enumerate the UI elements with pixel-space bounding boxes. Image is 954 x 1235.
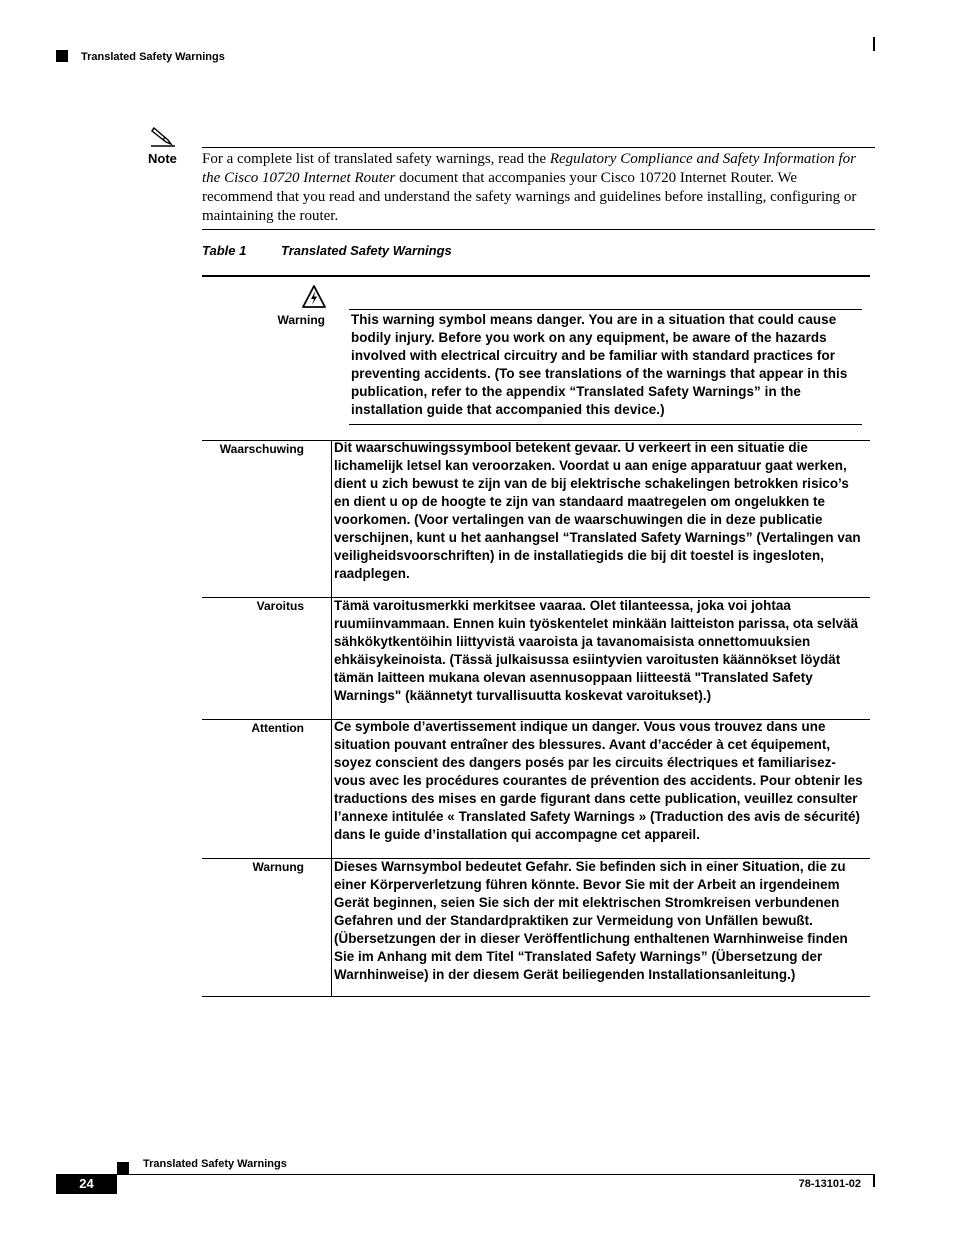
table-bottom-rule: [202, 996, 870, 997]
header-marker: [56, 50, 68, 62]
header-title: Translated Safety Warnings: [81, 51, 225, 63]
note-label: Note: [148, 151, 177, 166]
note-top-rule: [202, 147, 875, 148]
warning-label: Warning: [277, 313, 325, 327]
note-text: For a complete list of translated safety warnings, read the Regulatory Compliance and Safety Information for the Cisco 10720 Internet Router document that accompanies your Cisco 10720 Internet Router. We recommend that you read and understand the safety warnings and guidelines before installing, configuring or maintaining the router.: [202, 151, 857, 224]
table-caption-number: Table 1: [202, 243, 247, 258]
table-top-rule: [202, 275, 870, 277]
note-bottom-rule: [202, 229, 875, 230]
table-row-label: Attention: [251, 721, 304, 735]
table-row-text: Ce symbole d’avertissement indique un danger. Vous vous trouvez dans une situation pouvant entraîner des blessures. Avant d’accéder à cet équipement, soyez conscient des dangers posés par les circuits électriques et familiarisez-vous avec les procédures courantes de prévention des accidents. Pour obtenir les traductions des mises en garde figurant dans cette publication, veuillez consulter l’annexe intitulée « Translated Safety Warnings » (Traduction des avis de sécurité) dans le guide d’installation qui accompagne cet appareil.: [334, 719, 863, 842]
page-number: 24: [56, 1174, 117, 1194]
warning-bottom-rule: [349, 424, 862, 425]
table-row-text: Dieses Warnsymbol bedeutet Gefahr. Sie befinden sich in einer Situation, die zu einer Körperverletzung führen könnte. Bevor Sie mit der Arbeit an irgendeinem Gerät beginnen, seien Sie sich der mit elektrischen Stromkreisen verbundenen Gefahren und der Standardpraktiken zur Vermeidung von Unfällen bewußt. (Übersetzungen der in dieser Veröffentlichung enthaltenen Warnhinweise finden Sie im Anhang mit dem Titel “Translated Safety Warnings” (Übersetzung der Warnhinweise) in der diesem Gerät beiliegenden Installationsanleitung.): [334, 859, 848, 982]
table-row-label: Varoitus: [256, 599, 304, 613]
footer-rule: [117, 1174, 875, 1175]
document-number: 78-13101-02: [798, 1178, 861, 1190]
warning-top-rule: [349, 309, 862, 310]
table-row-label: Warnung: [252, 860, 304, 874]
header-rule: [873, 37, 875, 51]
table-row-text: Tämä varoitusmerkki merkitsee vaaraa. Olet tilanteessa, joka voi johtaa ruumiinvammaan. Ennen kuin työskentelet minkään laitteiston parissa, ota selvää sähkökytkentöihin liittyvistä vaaroista ja tavanomaisista onnettomuuksien ehkäisykeinoista. (Tässä julkaisussa esiintyvien varoitusten käännökset löydät tämän laitteen mukana olevan asennusoppaan liitteestä "Translated Safety Warnings" (käännetyt turvallisuutta koskevat varoitukset).): [334, 598, 859, 703]
table-caption-title: Translated Safety Warnings: [281, 243, 452, 258]
footer-marker: [117, 1162, 129, 1174]
note-document-title: Regulatory Compliance and Safety Information for the Cisco 10720 Internet Router: [202, 151, 857, 186]
pencil-icon: [148, 124, 178, 148]
warning-text: This warning symbol means danger. You are in a situation that could cause bodily injury. Before you work on any equipment, be aware of the hazards involved with electrical circuitry and be familiar with standard practices for preventing accidents. (To see translations of the warnings that appear in this publication, refer to the appendix “Translated Safety Warnings” in the installation guide that accompanied this device.): [351, 312, 848, 417]
table-row-label: Waarschuwing: [219, 442, 304, 456]
table-row-text: Dit waarschuwingssymbool betekent gevaar. U verkeert in een situatie die lichamelijk letsel kan veroorzaken. Voordat u aan enige apparatuur gaat werken, dient u zich bewust te zijn van de bij elektrische schakelingen betrokken risico’s en dient u op de hoogte te zijn van standaard maatregelen om ongelukken te voorkomen. (Voor vertalingen van de waarschuwingen die in deze publicatie verschijnen, kunt u het aanhangsel “Translated Safety Warnings” (Vertalingen van veiligheidsvoorschriften) in de installatiegids die bij dit toestel is ingesloten, raadplegen.: [334, 440, 861, 581]
warning-icon: [302, 285, 326, 308]
footer-end-rule: [873, 1174, 875, 1187]
footer-title: Translated Safety Warnings: [143, 1158, 287, 1170]
